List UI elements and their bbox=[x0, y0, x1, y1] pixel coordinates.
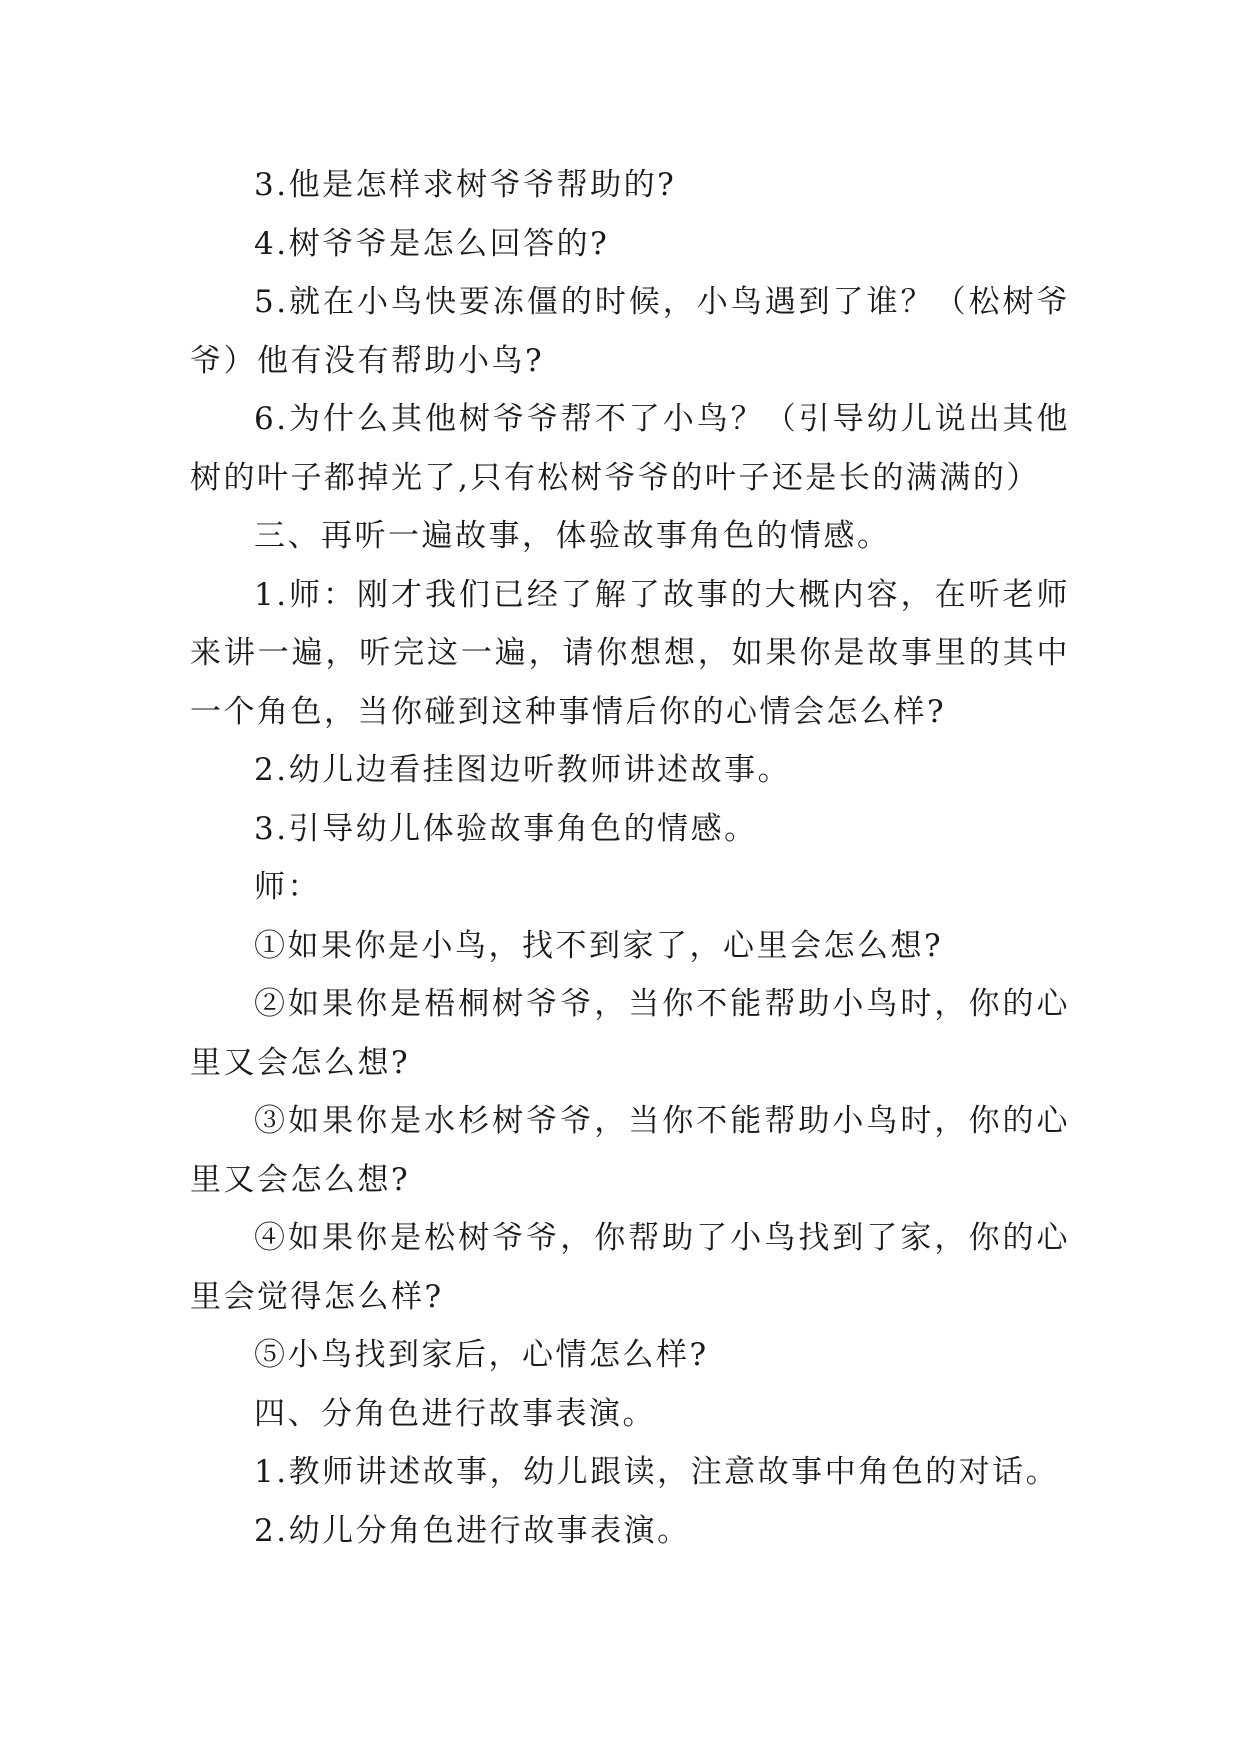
section-heading-4: 四、分角色进行故事表演。 bbox=[254, 1395, 656, 1432]
paragraph-prompt-1: ①如果你是小鸟，找不到家了，心里会怎么想? bbox=[254, 927, 944, 964]
document-page bbox=[190, 156, 1070, 1560]
paragraph-performance-step-1: 1.教师讲述故事，幼儿跟读，注意故事中角色的对话。 bbox=[254, 1454, 1060, 1490]
paragraph-step-3: 3.引导幼儿体验故事角色的情感。 bbox=[254, 810, 758, 847]
paragraph-question-4: 4.树爷爷是怎么回答的? bbox=[254, 225, 610, 262]
paragraph-prompt-5: ⑤小鸟找到家后，心情怎么样? bbox=[254, 1337, 709, 1373]
paragraph-prompt-4: ④如果你是松树爷爷，你帮助了小鸟找到了家，你的心里会觉得怎么样? bbox=[190, 1220, 1070, 1315]
paragraph-prompt-2: ②如果你是梧桐树爷爷，当你不能帮助小鸟时，你的心里又会怎么想? bbox=[190, 986, 1070, 1081]
paragraph-prompt-3: ③如果你是水杉树爷爷，当你不能帮助小鸟时，你的心里又会怎么想? bbox=[190, 1103, 1070, 1198]
paragraph-question-3: 3.他是怎样求树爷爷帮助的? bbox=[254, 167, 677, 203]
paragraph-step-2: 2.幼儿边看挂图边听教师讲述故事。 bbox=[254, 752, 792, 788]
paragraph-step-1: 1.师：刚才我们已经了解了故事的大概内容，在听老师来讲一遍，听完这一遍，请你想想，如果你是故事里的其中一个角色，当你碰到这种事情后你的心情会怎么样? bbox=[190, 576, 1070, 730]
paragraph-teacher-label: 师： bbox=[254, 869, 321, 905]
paragraph-performance-step-2: 2.幼儿分角色进行故事表演。 bbox=[254, 1512, 691, 1549]
paragraph-question-5: 5.就在小鸟快要冻僵的时候，小鸟遇到了谁？（松树爷爷）他有没有帮助小鸟? bbox=[190, 284, 1070, 379]
paragraph-question-6: 6.为什么其他树爷爷帮不了小鸟？（引导幼儿说出其他树的叶子都掉光了,只有松树爷爷的叶子还是长的满满的） bbox=[190, 401, 1070, 496]
section-heading-3: 三、再听一遍故事，体验故事角色的情感。 bbox=[254, 518, 891, 554]
